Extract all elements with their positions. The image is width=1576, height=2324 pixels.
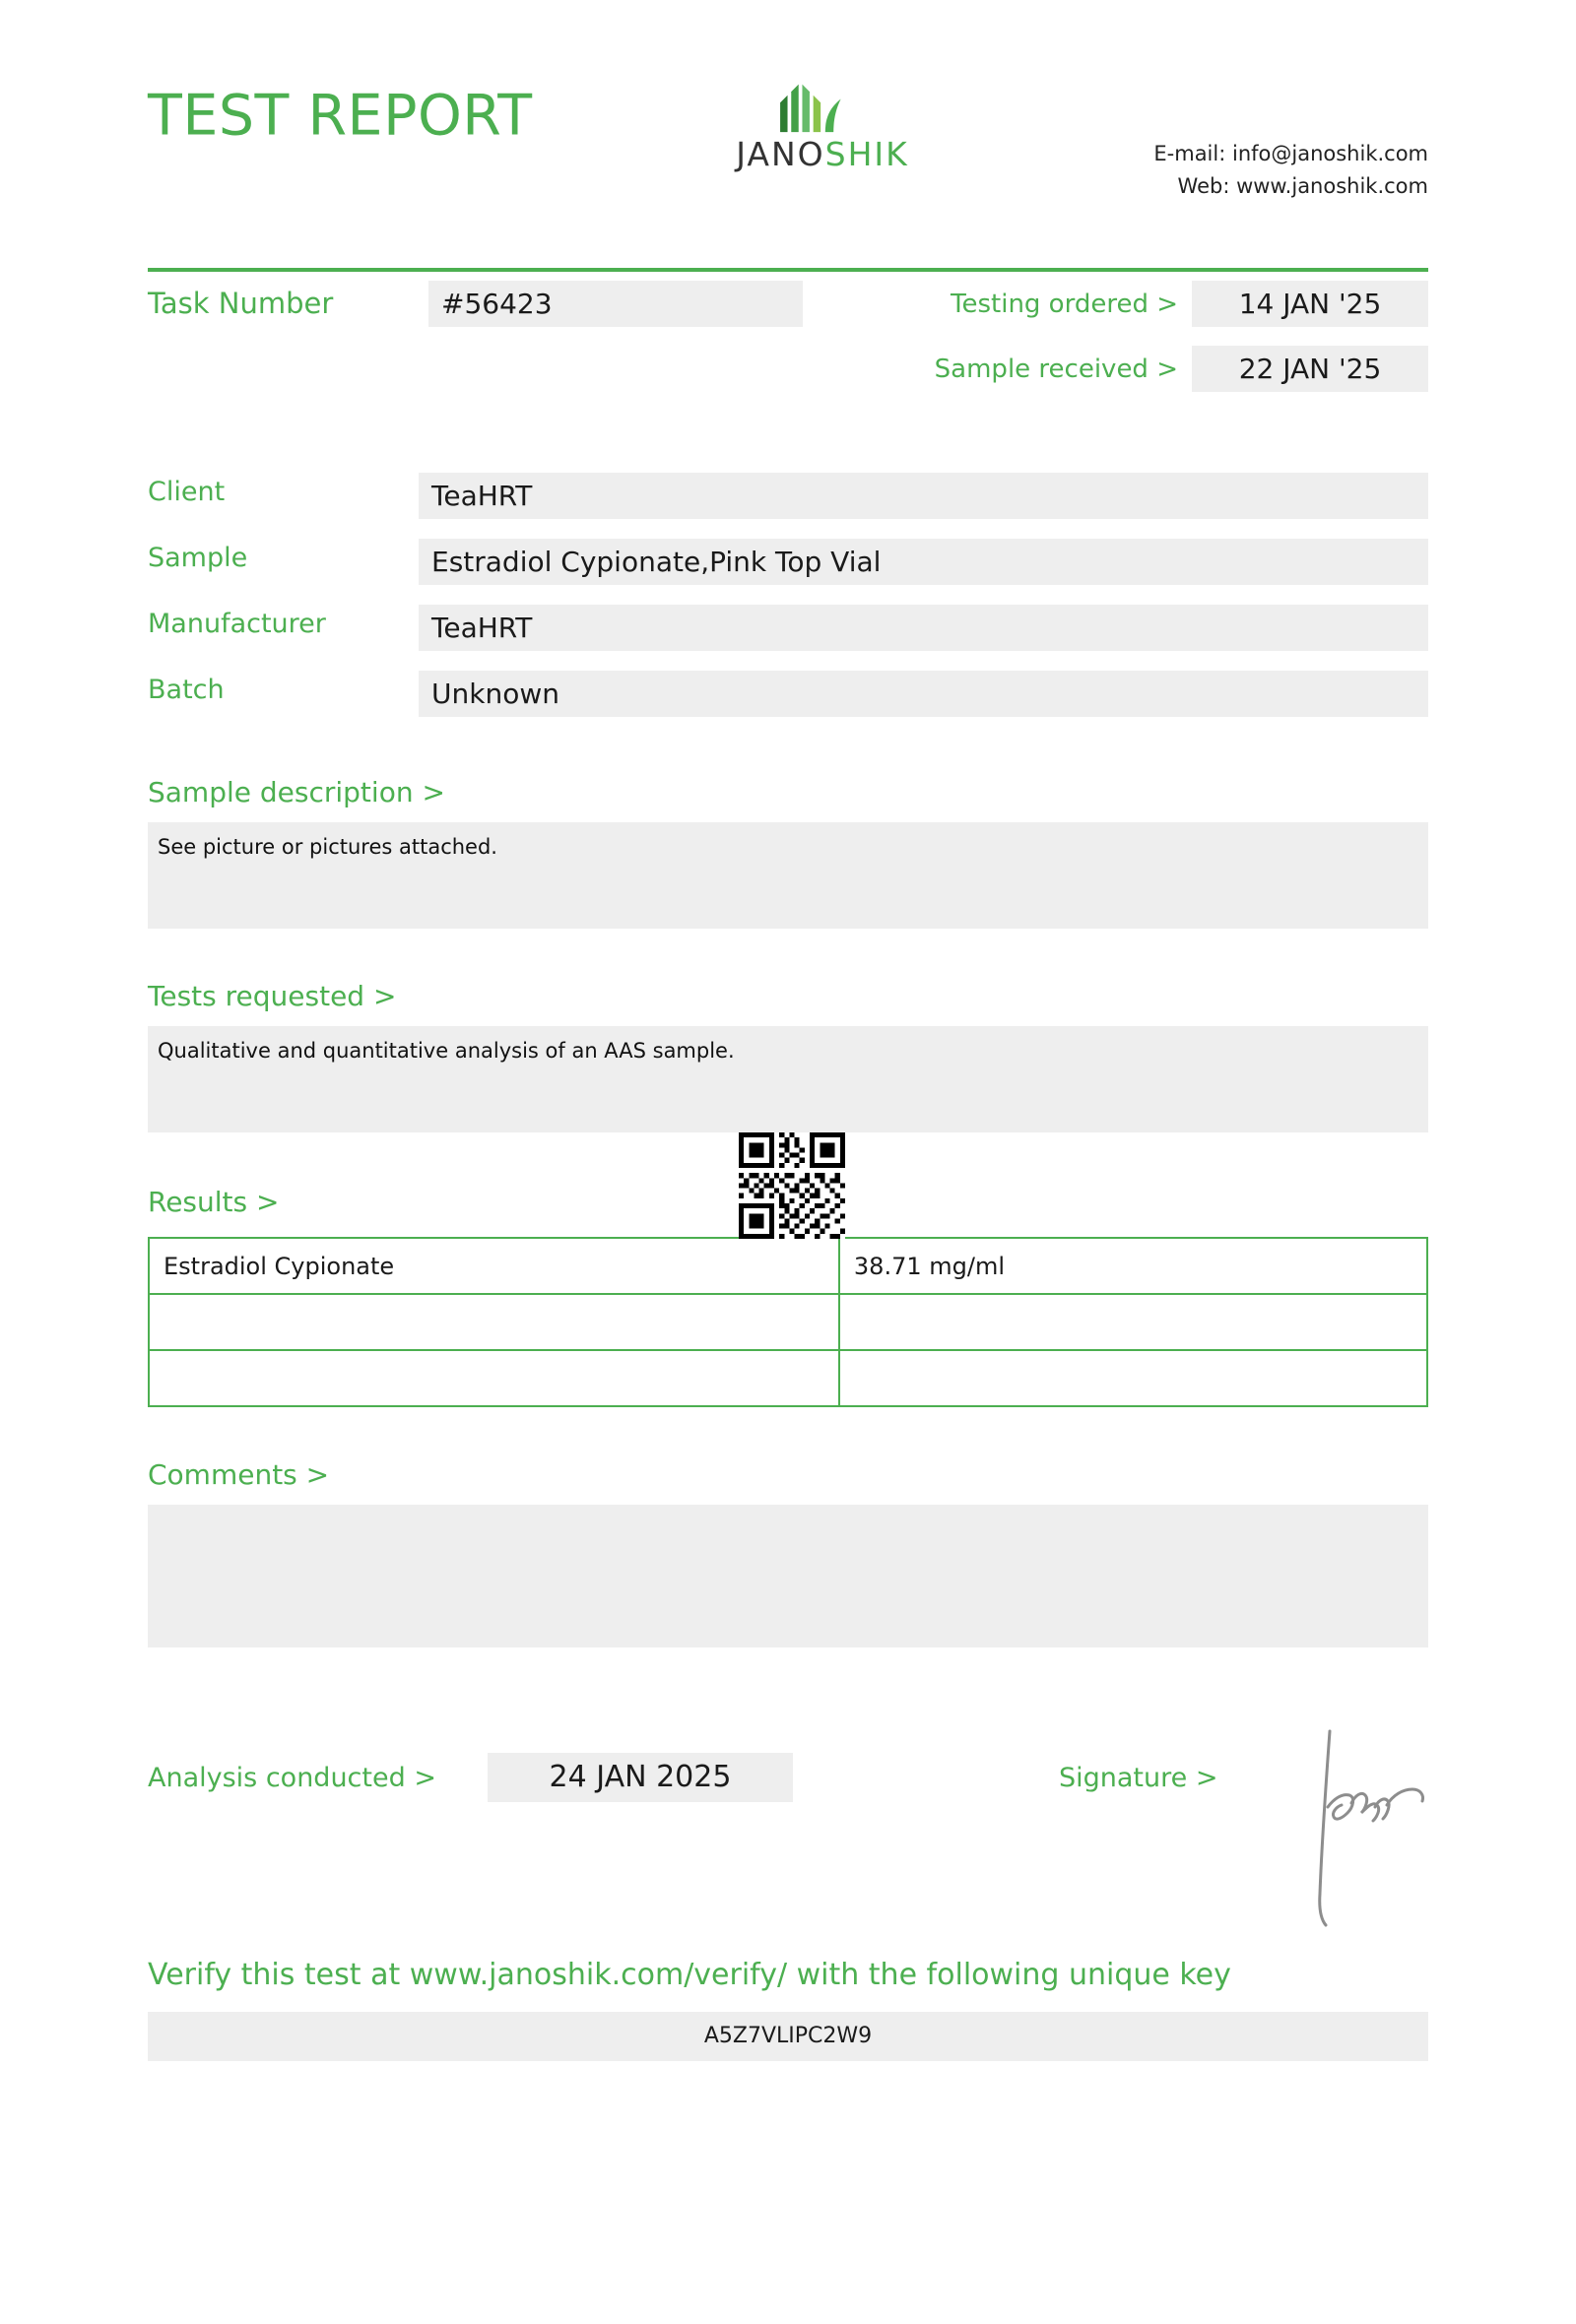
signature-label: Signature > [1059, 1763, 1218, 1793]
results-table [148, 1237, 1428, 1407]
batch-value: Unknown [419, 671, 1428, 717]
tests-requested-box: Qualitative and quantitative analysis of an AAS sample. [148, 1026, 1428, 1132]
report-header [148, 0, 1428, 226]
info-row-manufacturer [148, 605, 1428, 659]
comments-box [148, 1505, 1428, 1647]
testing-ordered-row [951, 281, 1428, 327]
unique-key-box: A5Z7VLIPC2W9 [148, 2012, 1428, 2061]
table-row [149, 1238, 1427, 1294]
sample-info-block [148, 473, 1428, 725]
qr-code-icon [739, 1132, 845, 1239]
task-number-label: Task Number [148, 287, 334, 320]
sample-label: Sample [148, 543, 248, 573]
sample-description-box: See picture or pictures attached. [148, 822, 1428, 929]
comments-title: Comments > [148, 1458, 330, 1491]
info-row-sample [148, 539, 1428, 593]
result-substance [149, 1294, 839, 1350]
client-value: TeaHRT [419, 473, 1428, 519]
testing-ordered-label: Testing ordered > [951, 289, 1178, 319]
verify-text: Verify this test at www.janoshik.com/verify/ with the following unique key [148, 1958, 1231, 1992]
sample-received-row [935, 346, 1428, 392]
contact-email: E-mail: info@janoshik.com [1153, 142, 1428, 165]
contact-web: Web: www.janoshik.com [1177, 173, 1428, 198]
table-row [149, 1294, 1427, 1350]
analysis-row [148, 1751, 1428, 1928]
info-row-batch [148, 671, 1428, 725]
client-label: Client [148, 477, 226, 507]
logo-shik-text: SHIK [824, 135, 909, 173]
mountain-logo-icon [767, 79, 878, 134]
result-amount [839, 1350, 1427, 1406]
sample-value: Estradiol Cypionate,Pink Top Vial [419, 539, 1428, 585]
page-title: TEST REPORT [148, 83, 533, 149]
analysis-conducted-label: Analysis conducted > [148, 1763, 436, 1793]
result-substance: Estradiol Cypionate [149, 1238, 839, 1294]
table-row [149, 1350, 1427, 1406]
info-row-client [148, 473, 1428, 527]
testing-ordered-value: 14 JAN '25 [1192, 281, 1428, 327]
logo-wordmark [694, 135, 951, 173]
task-row [148, 281, 1428, 394]
signature-icon [1290, 1697, 1468, 1933]
logo-jano-text: JANO [736, 135, 825, 173]
result-substance [149, 1350, 839, 1406]
result-amount [839, 1294, 1427, 1350]
sample-received-value: 22 JAN '25 [1192, 346, 1428, 392]
contact-info [1153, 138, 1428, 202]
sample-received-label: Sample received > [934, 354, 1178, 384]
analysis-conducted-date: 24 JAN 2025 [488, 1753, 793, 1802]
result-amount: 38.71 mg/ml [839, 1238, 1427, 1294]
task-number-value: #56423 [428, 281, 803, 327]
header-divider [148, 268, 1428, 272]
tests-requested-title: Tests requested > [148, 980, 397, 1012]
janoshik-logo [694, 79, 951, 173]
results-title: Results > [148, 1186, 280, 1218]
sample-description-title: Sample description > [148, 776, 445, 808]
manufacturer-label: Manufacturer [148, 609, 326, 639]
results-header [148, 1174, 1428, 1233]
batch-label: Batch [148, 675, 225, 705]
manufacturer-value: TeaHRT [419, 605, 1428, 651]
